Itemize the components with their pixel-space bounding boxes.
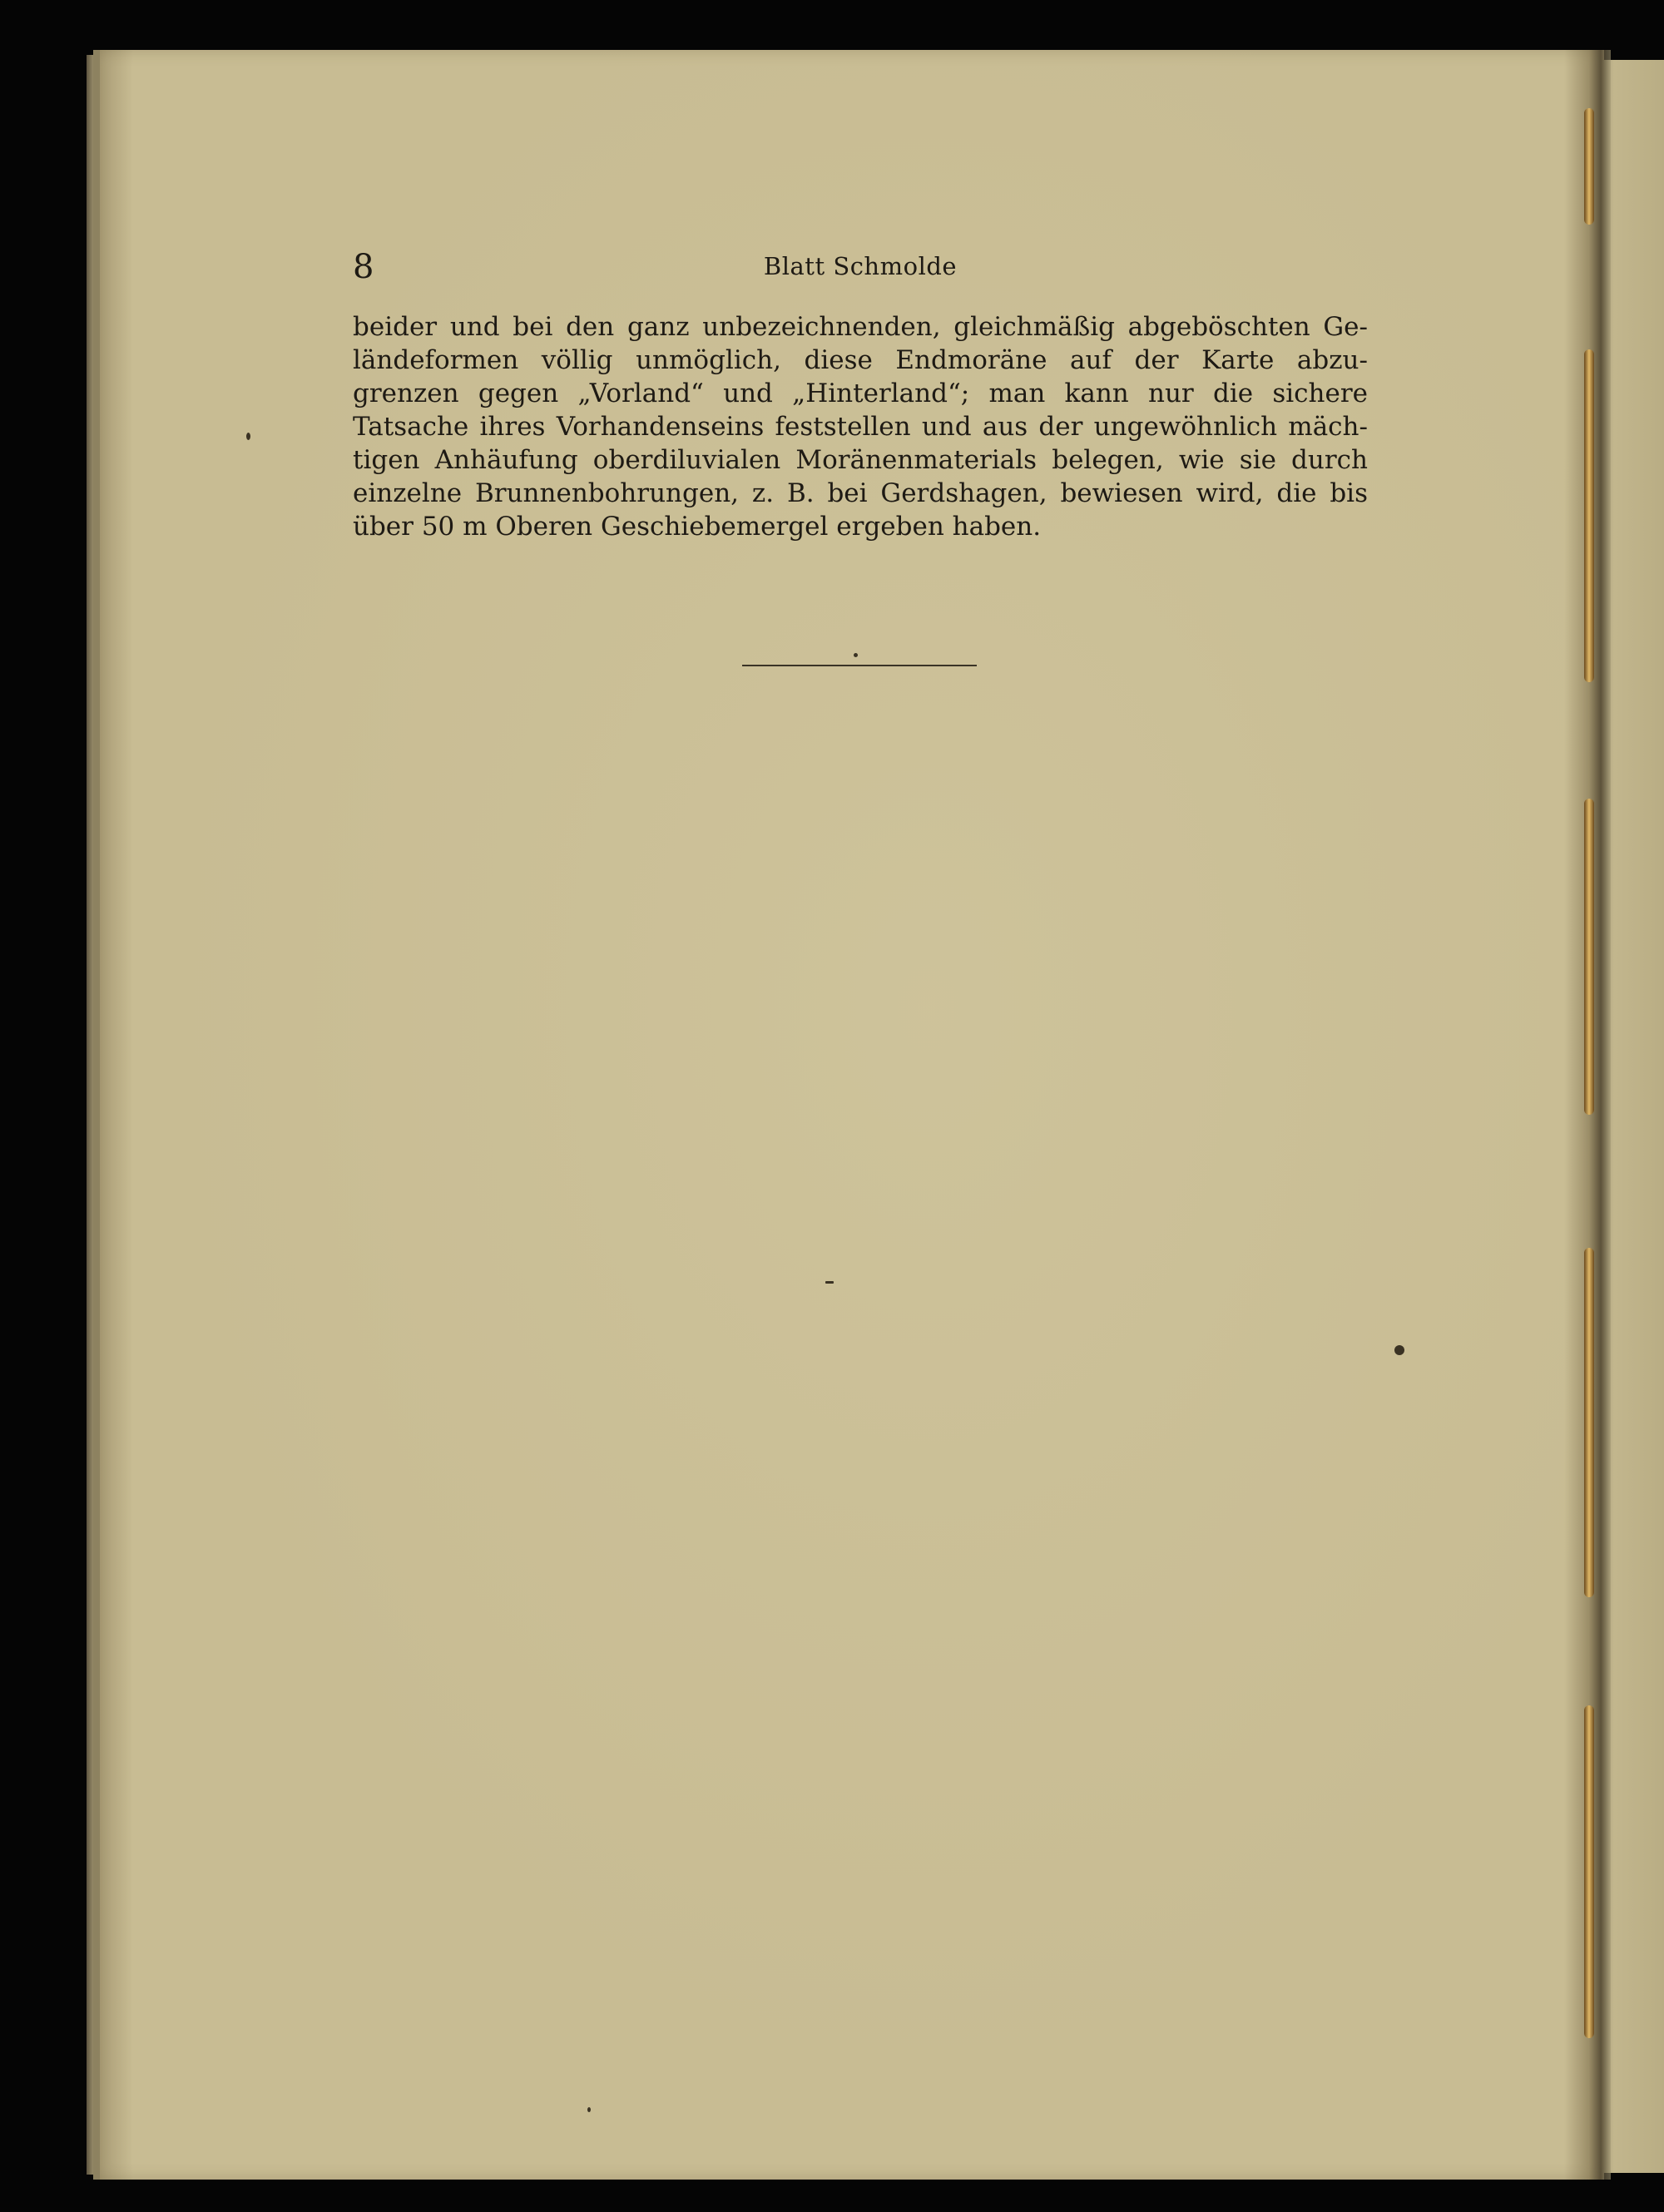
text-line: einzelne Brunnenbohrungen, z. B. bei Gerdshagen, bewiesen wird, die bis bbox=[353, 478, 1368, 508]
binding-thread bbox=[1584, 349, 1594, 682]
binding-thread bbox=[1584, 1705, 1594, 2038]
text-line: Tatsache ihres Vorhandenseins feststellen und aus der ungewöhnlich mäch- bbox=[353, 412, 1368, 442]
body-paragraph bbox=[353, 310, 1368, 543]
text-line: tigen Anhäufung oberdiluvialen Moränenmaterials belegen, wie sie durch bbox=[353, 445, 1368, 475]
text-line: über 50 m Oberen Geschiebemergel ergeben haben. bbox=[353, 512, 1042, 542]
paper-speck bbox=[246, 433, 250, 440]
binding-thread bbox=[1584, 1248, 1594, 1597]
page-header bbox=[349, 246, 1371, 288]
paper-speck bbox=[825, 1281, 834, 1284]
paper-speck bbox=[587, 2107, 591, 2112]
text-line: beider und bei den ganz unbezeichnenden, gleichmäßig abgeböschten Ge- bbox=[353, 312, 1368, 342]
paper-speck bbox=[854, 653, 858, 657]
binding-thread bbox=[1584, 799, 1594, 1115]
binding-thread bbox=[1584, 108, 1594, 225]
running-title: Blatt Schmolde bbox=[763, 252, 958, 280]
paper-speck bbox=[1394, 1345, 1404, 1355]
page-number: 8 bbox=[353, 248, 374, 286]
text-line: ländeformen völlig unmöglich, diese Endmoräne auf der Karte abzu- bbox=[353, 345, 1368, 375]
section-separator-rule bbox=[742, 665, 977, 666]
text-line: grenzen gegen „Vorland“ und „Hinterland“; man kann nur die sichere bbox=[353, 379, 1368, 408]
